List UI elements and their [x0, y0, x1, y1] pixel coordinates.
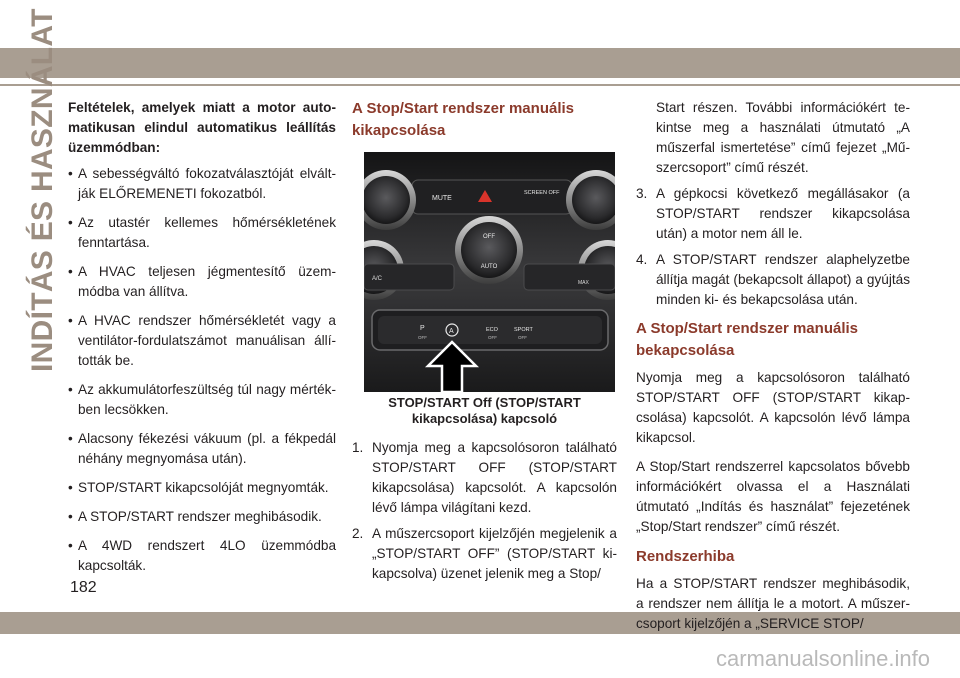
figure-caption: STOP/START Off (STOP/START kikapcsolása) kapcsoló [388, 395, 581, 426]
list-item: • A HVAC rendszer hőmérsékletét vagy a ventilátor-fordulatszámot manuálisan állították be. [68, 313, 336, 368]
section-side-tab: INDÍTÁS ÉS HASZNÁLAT [26, 8, 59, 372]
list-item: • STOP/START kikapcsolóját megnyomták. [68, 480, 329, 495]
mute-label: MUTE [432, 195, 452, 202]
section-heading-manual-on: A Stop/Start rendszer manuális bekapcsolása [636, 320, 858, 359]
list-item: 3. A gépkocsi következő megállásakor (a STOP/START rendszer kikapcsolása után) a motor nem áll le. [636, 186, 910, 241]
conditions-intro: Feltételek, amelyek miatt a motor automatikusan elindul automatikus leállítás üzemmódban: [68, 100, 336, 155]
list-item: 1. Nyomja meg a kapcsolósoron található STOP/START OFF (STOP/START kikapcsolása) kapcsolót. A kapcsolón lévő lámpa világítani kezd. [352, 440, 617, 515]
list-item: • Az utastér kellemes hőmérsékletének fenntartása. [68, 215, 336, 250]
column-3 [636, 98, 910, 643]
steps-list-part2 [636, 98, 910, 310]
steps-list-part1 [352, 438, 617, 584]
list-item: • Az akkumulátorfeszültség túl nagy mértékben lecsökken. [68, 382, 336, 417]
paragraph: A Stop/Start rendszerrel kapcsolatos bővebb információkért olvassa el a Használati útmutató „Indítás és használat” fejezetének „Stop/Start rendszer” című részét. [636, 459, 910, 534]
list-item: Start részen. További információkért tekintse meg a használati útmutató „A műszerfal ismertetése” című fejezet „Műszercsoport” című részét. [656, 100, 910, 175]
svg-text:OFF: OFF [418, 335, 427, 340]
eco-label: ECO [486, 327, 498, 333]
section-heading-system-fault: Rendszerhiba [636, 548, 735, 565]
max-defrost-label: MAX [578, 280, 589, 286]
hvac-off-label: OFF [483, 234, 495, 240]
svg-text:OFF: OFF [488, 335, 497, 340]
control-panel-photo [364, 152, 615, 392]
page-number: 182 [70, 579, 97, 596]
watermark: carmanualsonline.info [715, 646, 930, 671]
top-decor-band [0, 48, 960, 78]
list-item: 4. A STOP/START rendszer alaphelyzetbe állítja magát (bekapcsolt állapot) a gyújtás minden ki- és bekapcsolása után. [636, 252, 910, 307]
column-1 [68, 98, 336, 585]
section-heading-manual-off: A Stop/Start rendszer manuális kikapcsolása [352, 100, 574, 139]
list-item: 2. A műszercsoport kijelzőjén megjelenik a „STOP/START OFF” (STOP/START kikapcsolva) üzenet jelenik meg a Stop/ [352, 526, 617, 581]
park-assist-icon: P [420, 325, 425, 332]
top-decor-line [0, 84, 960, 86]
list-item: • A STOP/START rendszer meghibásodik. [68, 509, 322, 524]
svg-text:A: A [449, 328, 454, 335]
paragraph: Ha a STOP/START rendszer meghibásodik, a rendszer nem állítja le a motort. A műszercsoport kijelzőjén a „SERVICE STOP/ [636, 576, 910, 631]
list-item: • A 4WD rendszert 4LO üzemmódba kapcsolták. [68, 538, 336, 573]
control-panel-illustration [364, 152, 615, 392]
conditions-list [68, 164, 336, 576]
paragraph: Nyomja meg a kapcsolósoron található STOP/START OFF (STOP/START kikapcsolása) kapcsolót. A kapcsolón lévő lámpa kikapcsol. [636, 370, 910, 445]
list-item: • A sebességváltó fokozatválasztóját elváltják ELŐREMENETI fokozatból. [68, 166, 336, 201]
list-item: • A HVAC teljesen jégmentesítő üzemmódba van állítva. [68, 264, 336, 299]
hvac-auto-label: AUTO [480, 264, 498, 270]
sport-label: SPORT [514, 327, 533, 333]
ac-label: A/C [372, 276, 383, 282]
column-2 [352, 98, 617, 590]
list-item: • Alacsony fékezési vákuum (pl. a fékpedál néhány megnyomása után). [68, 431, 336, 466]
screen-off-label: SCREEN OFF [524, 190, 560, 196]
svg-text:OFF: OFF [518, 335, 527, 340]
